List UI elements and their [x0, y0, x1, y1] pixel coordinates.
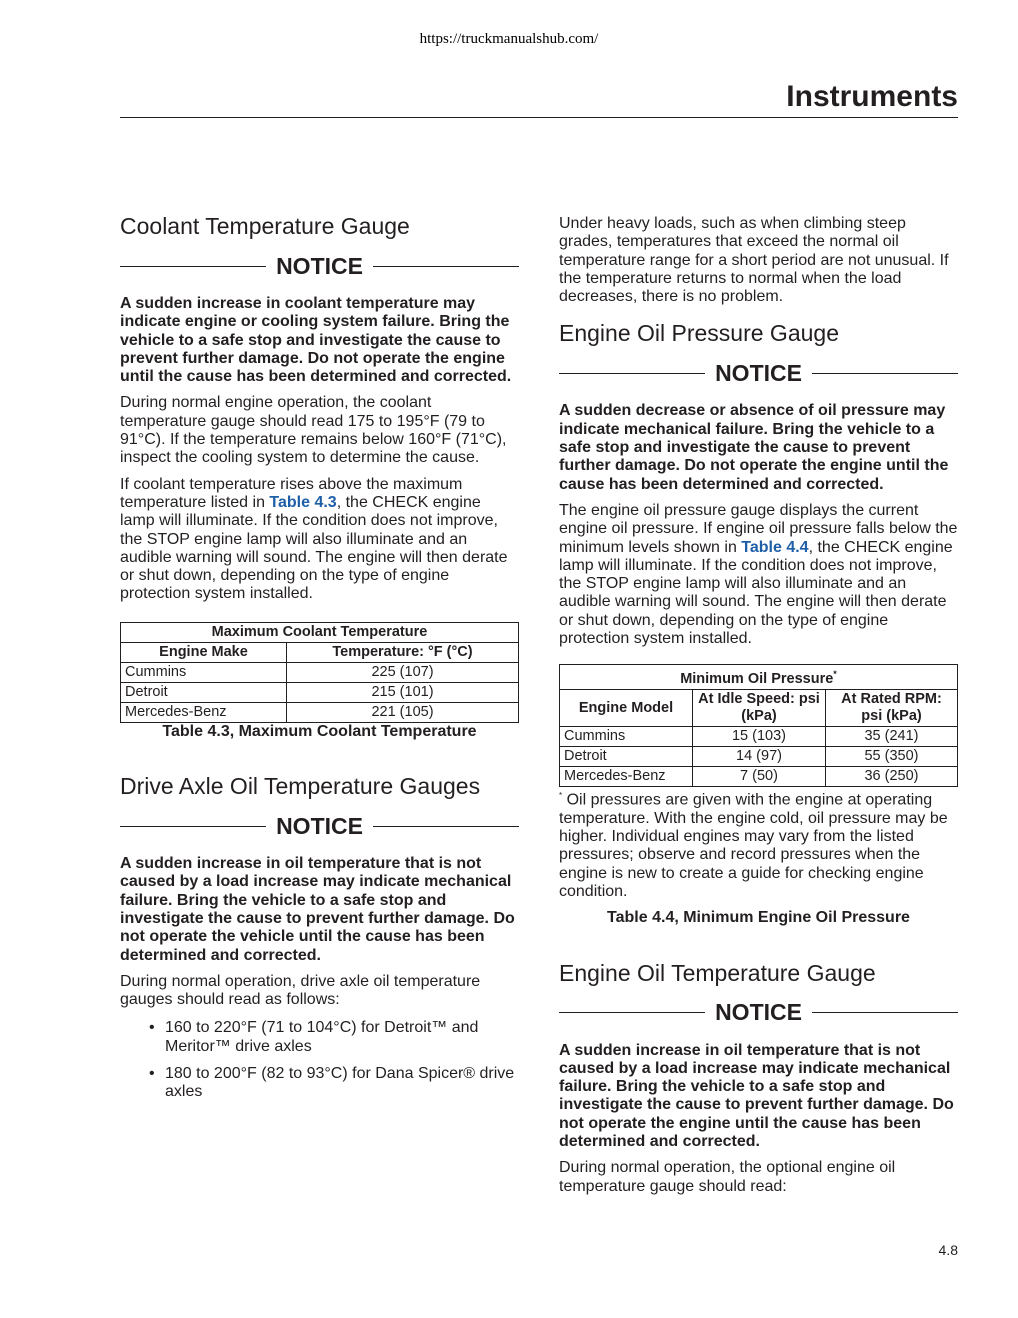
table-4-3-link[interactable]: Table 4.3: [269, 493, 337, 511]
table-cell: Detroit: [121, 682, 287, 702]
table-4-4-caption: Table 4.4, Minimum Engine Oil Pressure: [607, 909, 910, 927]
table-cell: Mercedes-Benz: [560, 767, 693, 787]
table-4-4-link[interactable]: Table 4.4: [741, 538, 809, 556]
table-row: [560, 767, 958, 787]
list-item: [149, 1019, 519, 1056]
bullet-icon: •: [149, 1065, 155, 1083]
table-cell: 35 (241): [826, 727, 958, 747]
table-cell: 225 (107): [287, 662, 519, 682]
right-column: [559, 215, 958, 1204]
list-item: [149, 1065, 519, 1102]
oil-temp-notice-banner: [559, 998, 958, 1028]
notice-label: NOTICE: [276, 252, 363, 279]
oil-temp-paragraph-1: During normal operation, the optional engine oil temperature gauge should read:: [559, 1159, 896, 1195]
oil-temp-notice-text: A sudden increase in oil temperature that is not caused by a load increase may indicate mechanical failure. Bring the vehicle to a safe stop and investigate the cause to prevent further damage. Do not operate the engine until the cause has been determined and corrected.: [559, 1041, 954, 1151]
oil-pressure-section-title: Engine Oil Pressure Gauge: [559, 320, 839, 347]
oil-pressure-paragraph-1: [559, 502, 958, 648]
coolant-section-title: Coolant Temperature Gauge: [120, 213, 410, 239]
footnote-text: Oil pressures are given with the engine at operating temperature. With the engine cold, oil pressure may be higher. Individual engines may vary from the listed pressures; observe and record pressures when the engine is new to create a guide for checking engine condition.: [559, 791, 948, 900]
page-number: 4.8: [938, 1242, 958, 1258]
column-header: At Idle Speed: psi (kPa): [693, 690, 826, 727]
table-cell: Mercedes-Benz: [121, 702, 287, 722]
notice-rule-left: [120, 826, 266, 827]
oil-pressure-paragraph-start: The engine oil pressure gauge displays the current engine oil pressure. If engine oil pressure falls below the minimum levels shown in: [559, 501, 958, 556]
table-cell: 36 (250): [826, 767, 958, 787]
notice-label: NOTICE: [715, 999, 802, 1026]
table-row: [560, 727, 958, 747]
notice-rule-left: [559, 373, 705, 374]
coolant-notice-banner: [120, 251, 519, 281]
max-coolant-temp-table: [120, 622, 519, 723]
drive-axle-notice-banner: [120, 811, 519, 841]
table-cell: 7 (50): [693, 767, 826, 787]
notice-rule-right: [373, 826, 519, 827]
table-cell: 14 (97): [693, 747, 826, 767]
oil-temp-section-title: Engine Oil Temperature Gauge: [559, 959, 876, 986]
coolant-paragraph-2: [120, 476, 519, 604]
oil-pressure-notice-banner: [559, 358, 958, 388]
notice-rule-left: [120, 266, 266, 267]
chapter-title: Instruments: [786, 80, 958, 113]
coolant-paragraph-2-end: , the CHECK engine lamp will illuminate. If the condition does not improve, the STOP engine lamp will also illuminate and an audible warning will sound. The engine will then derate or shut down, depending on the type of engine protection system installed.: [120, 493, 508, 603]
table-row: [560, 747, 958, 767]
column-header: At Rated RPM: psi (kPa): [826, 690, 958, 727]
table-cell: 55 (350): [826, 747, 958, 767]
heavy-load-paragraph: Under heavy loads, such as when climbing steep grades, temperatures that exceed the normal oil temperature range for a short period are not unusual. If the temperature returns to normal when the load decreases, there is no problem.: [559, 215, 949, 306]
table-row: [121, 702, 519, 722]
table-4-4-footnote: [559, 787, 958, 901]
column-header: Temperature: °F (°C): [287, 642, 519, 662]
footnote-marker: *: [559, 791, 563, 801]
notice-rule-left: [559, 1012, 705, 1013]
coolant-paragraph-2-start: If coolant temperature rises above the maximum temperature listed in: [120, 475, 463, 511]
bullet-icon: •: [149, 1019, 155, 1037]
coolant-paragraph-1: During normal engine operation, the coolant temperature gauge should read 175 to 195°F (79 to 91°C). If the temperature remains below 160°F (71°C), inspect the cooling system to determine the cause.: [120, 394, 507, 467]
table-row: [121, 682, 519, 702]
notice-label: NOTICE: [715, 359, 802, 386]
list-item-text: 160 to 220°F (71 to 104°C) for Detroit™ and Meritor™ drive axles: [165, 1019, 479, 1055]
table-row: [121, 662, 519, 682]
table-title-text: Minimum Oil Pressure: [680, 671, 834, 688]
column-header: Engine Model: [560, 690, 693, 727]
footnote-marker: *: [833, 669, 837, 680]
table-cell: 15 (103): [693, 727, 826, 747]
header-rule: [120, 117, 958, 118]
table-title: [560, 665, 958, 690]
oil-pressure-notice-text: A sudden decrease or absence of oil pressure may indicate mechanical failure. Bring the vehicle to a safe stop and investigate the cause to prevent further damage. Do not operate the engine until the cause has been determined and corrected.: [559, 402, 949, 493]
table-cell: 215 (101): [287, 682, 519, 702]
oil-pressure-paragraph-end: , the CHECK engine lamp will illuminate. If the condition does not improve, the STOP engine lamp will also illuminate and an audible warning will sound. The engine will then derate or shut down, depending on the type of engine protection system installed.: [559, 538, 953, 648]
notice-label: NOTICE: [276, 812, 363, 839]
table-cell: Detroit: [560, 747, 693, 767]
left-column: [120, 211, 519, 1111]
coolant-notice-text: A sudden increase in coolant temperature may indicate engine or cooling system failure. Bring the vehicle to a safe stop and investigate the cause to prevent further damage. Do not operate the engine until the cause has been determined and corrected.: [120, 295, 512, 386]
min-oil-pressure-table: [559, 664, 958, 787]
source-url: https://truckmanualshub.com/: [419, 31, 599, 47]
notice-rule-right: [373, 266, 519, 267]
table-title: Maximum Coolant Temperature: [121, 622, 519, 642]
drive-axle-section-title: Drive Axle Oil Temperature Gauges: [120, 773, 481, 800]
drive-axle-paragraph-1: During normal operation, drive axle oil temperature gauges should read as follows:: [120, 972, 481, 1009]
drive-axle-bullet-list: [120, 1019, 519, 1101]
list-item-text: 180 to 200°F (82 to 93°C) for Dana Spicer® drive axles: [165, 1065, 515, 1101]
table-cell: 221 (105): [287, 702, 519, 722]
drive-axle-notice-text: A sudden increase in oil temperature that is not caused by a load increase may indicate mechanical failure. Bring the vehicle to a safe stop and investigate the cause to prevent further damage. Do not operate the vehicle until the cause has been determined and corrected.: [120, 855, 515, 964]
column-header: Engine Make: [121, 642, 287, 662]
table-cell: Cummins: [121, 662, 287, 682]
notice-rule-right: [812, 1012, 958, 1013]
table-4-3-caption: Table 4.3, Maximum Coolant Temperature: [162, 722, 477, 740]
notice-rule-right: [812, 373, 958, 374]
table-cell: Cummins: [560, 727, 693, 747]
